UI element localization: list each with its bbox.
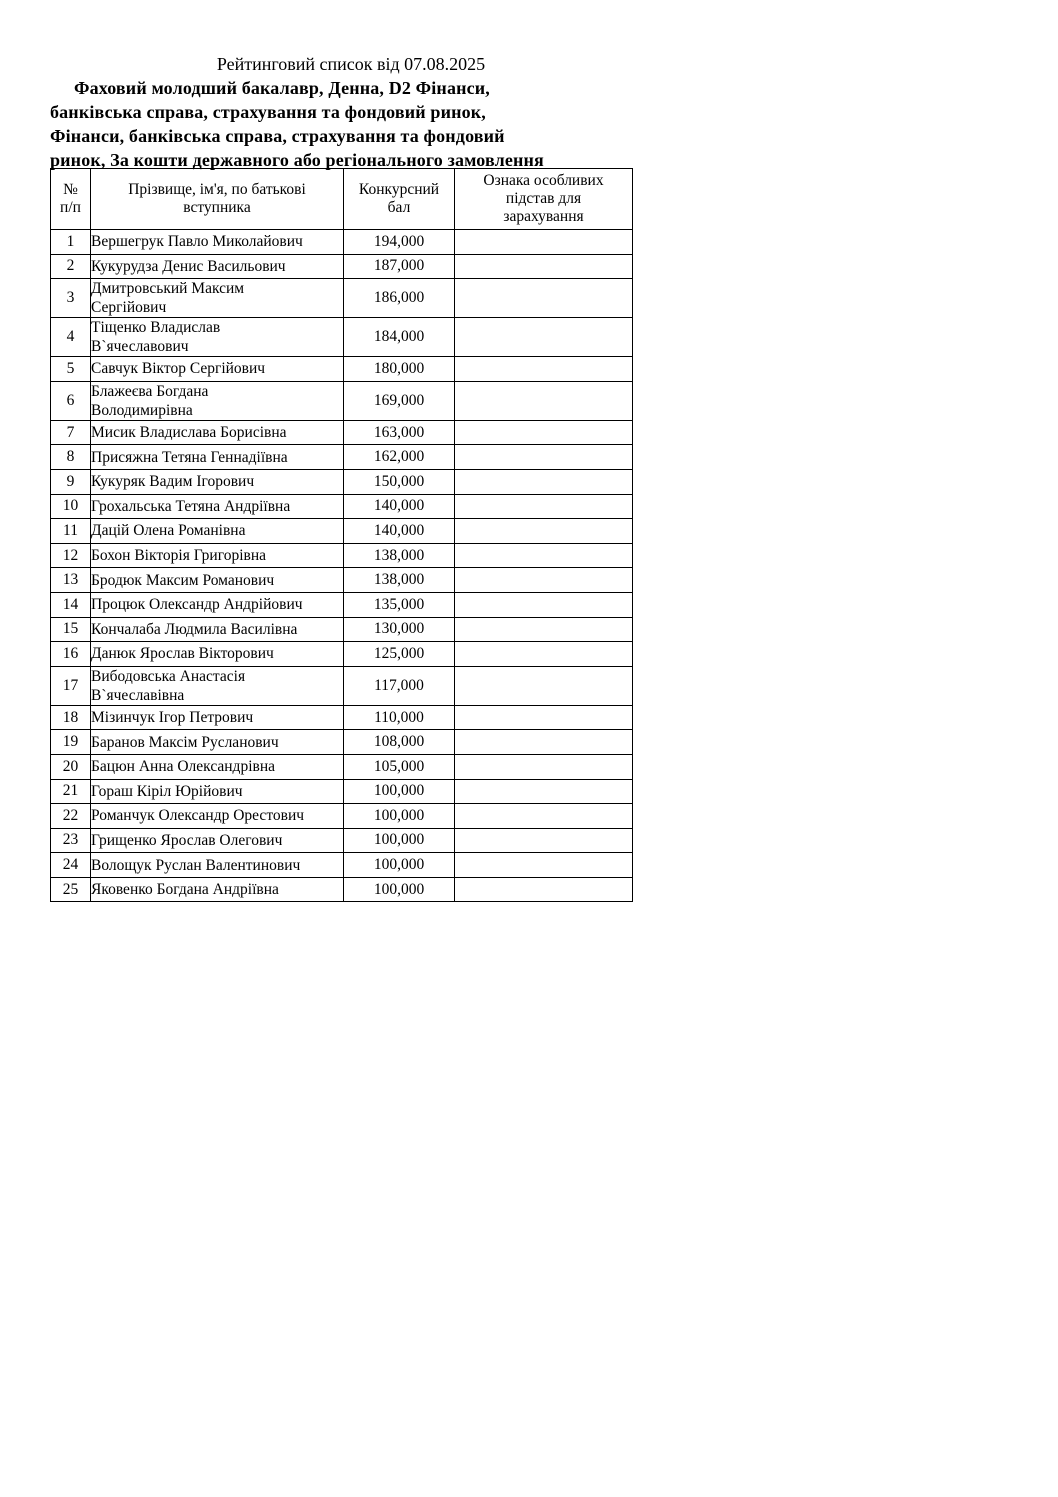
special-grounds-cell	[455, 420, 633, 445]
applicant-name-cell: Грищенко Ярослав Олегович	[91, 828, 344, 853]
table-row	[51, 279, 633, 318]
score-cell: 187,000	[344, 254, 455, 279]
applicant-name-cell: Кончалаба Людмила Василівна	[91, 617, 344, 642]
applicant-name-cell: Тіщенко Владислав В`ячеславович	[91, 318, 344, 357]
score-cell: 110,000	[344, 705, 455, 730]
score-cell: 130,000	[344, 617, 455, 642]
row-number-cell: 21	[51, 779, 91, 804]
row-number-cell: 5	[51, 357, 91, 382]
special-grounds-cell	[455, 543, 633, 568]
applicant-name-cell: Бохон Вікторія Григорівна	[91, 543, 344, 568]
score-cell: 135,000	[344, 592, 455, 617]
score-cell: 100,000	[344, 877, 455, 902]
applicant-name-cell: Дмитровський Максим Сергійович	[91, 279, 344, 318]
score-cell: 138,000	[344, 568, 455, 593]
applicant-name-cell: Вершегрук Павло Миколайович	[91, 230, 344, 255]
special-grounds-cell	[455, 230, 633, 255]
table-row	[51, 779, 633, 804]
table-row	[51, 445, 633, 470]
header-number: № п/п	[51, 169, 91, 230]
subtitle-line: Фінанси, банківська справа, страхування та фондовий	[50, 126, 505, 146]
subtitle-line: ринок, За кошти державного або регіонального замовлення	[50, 150, 544, 170]
special-grounds-cell	[455, 730, 633, 755]
special-grounds-cell	[455, 666, 633, 705]
row-number-cell: 17	[51, 666, 91, 705]
score-cell: 186,000	[344, 279, 455, 318]
row-number-cell: 23	[51, 828, 91, 853]
special-grounds-cell	[455, 445, 633, 470]
row-number-cell: 24	[51, 853, 91, 878]
score-cell: 125,000	[344, 642, 455, 667]
row-number-cell: 12	[51, 543, 91, 568]
score-cell: 100,000	[344, 804, 455, 829]
special-grounds-cell	[455, 617, 633, 642]
score-cell: 100,000	[344, 828, 455, 853]
row-number-cell: 1	[51, 230, 91, 255]
applicant-name-cell: Мізинчук Ігор Петрович	[91, 705, 344, 730]
row-number-cell: 18	[51, 705, 91, 730]
rating-table	[50, 168, 633, 902]
table-row	[51, 381, 633, 420]
applicant-name-cell: Баранов Максім Русланович	[91, 730, 344, 755]
special-grounds-cell	[455, 318, 633, 357]
applicant-name-cell: Процюк Олександр Андрійович	[91, 592, 344, 617]
special-grounds-cell	[455, 469, 633, 494]
header-score: Конкурсний бал	[344, 169, 455, 230]
table-row	[51, 357, 633, 382]
row-number-cell: 2	[51, 254, 91, 279]
applicant-name-cell: Блажеєва Богдана Володимирівна	[91, 381, 344, 420]
row-number-cell: 9	[51, 469, 91, 494]
header-name: Прізвище, ім'я, по батькові вступника	[91, 169, 344, 230]
applicant-name-cell: Кукуряк Вадим Ігорович	[91, 469, 344, 494]
table-row	[51, 853, 633, 878]
table-row	[51, 730, 633, 755]
applicant-name-cell: Бацюн Анна Олександрівна	[91, 754, 344, 779]
applicant-name-cell: Кукурудза Денис Васильович	[91, 254, 344, 279]
score-cell: 100,000	[344, 779, 455, 804]
score-cell: 140,000	[344, 519, 455, 544]
row-number-cell: 20	[51, 754, 91, 779]
applicant-name-cell: Вибодовська Анастасія В`ячеславівна	[91, 666, 344, 705]
special-grounds-cell	[455, 705, 633, 730]
table-row	[51, 642, 633, 667]
applicant-name-cell: Мисик Владислава Борисівна	[91, 420, 344, 445]
special-grounds-cell	[455, 877, 633, 902]
score-cell: 105,000	[344, 754, 455, 779]
table-row	[51, 568, 633, 593]
applicant-name-cell: Бродюк Максим Романович	[91, 568, 344, 593]
applicant-name-cell: Романчук Олександр Орестович	[91, 804, 344, 829]
score-cell: 140,000	[344, 494, 455, 519]
row-number-cell: 3	[51, 279, 91, 318]
row-number-cell: 25	[51, 877, 91, 902]
special-grounds-cell	[455, 804, 633, 829]
table-row	[51, 804, 633, 829]
table-row	[51, 877, 633, 902]
score-cell: 150,000	[344, 469, 455, 494]
applicant-name-cell: Савчук Віктор Сергійович	[91, 357, 344, 382]
table-row	[51, 494, 633, 519]
row-number-cell: 19	[51, 730, 91, 755]
score-cell: 194,000	[344, 230, 455, 255]
score-cell: 117,000	[344, 666, 455, 705]
special-grounds-cell	[455, 254, 633, 279]
row-number-cell: 8	[51, 445, 91, 470]
applicant-name-cell: Данюк Ярослав Вікторович	[91, 642, 344, 667]
table-row	[51, 469, 633, 494]
score-cell: 162,000	[344, 445, 455, 470]
special-grounds-cell	[455, 592, 633, 617]
row-number-cell: 22	[51, 804, 91, 829]
table-row	[51, 543, 633, 568]
applicant-name-cell: Дацій Олена Романівна	[91, 519, 344, 544]
applicant-name-cell: Гораш Кіріл Юрійович	[91, 779, 344, 804]
special-grounds-cell	[455, 381, 633, 420]
row-number-cell: 14	[51, 592, 91, 617]
special-grounds-cell	[455, 853, 633, 878]
table-row	[51, 617, 633, 642]
row-number-cell: 4	[51, 318, 91, 357]
special-grounds-cell	[455, 357, 633, 382]
row-number-cell: 15	[51, 617, 91, 642]
row-number-cell: 10	[51, 494, 91, 519]
document-subtitle	[50, 76, 640, 172]
table-row	[51, 754, 633, 779]
table-row	[51, 420, 633, 445]
table-row	[51, 592, 633, 617]
subtitle-line: Фаховий молодший бакалавр, Денна, D2 Фінанси,	[74, 78, 490, 98]
table-header-row	[51, 169, 633, 230]
special-grounds-cell	[455, 754, 633, 779]
row-number-cell: 6	[51, 381, 91, 420]
applicant-name-cell: Волощук Руслан Валентинович	[91, 853, 344, 878]
row-number-cell: 13	[51, 568, 91, 593]
applicant-name-cell: Яковенко Богдана Андріївна	[91, 877, 344, 902]
applicant-name-cell: Грохальська Тетяна Андріївна	[91, 494, 344, 519]
document-title: Рейтинговий список від 07.08.2025	[216, 54, 486, 74]
header-flag: Ознака особливих підстав для зарахування	[455, 169, 633, 230]
special-grounds-cell	[455, 494, 633, 519]
score-cell: 138,000	[344, 543, 455, 568]
applicant-name-cell: Присяжна Тетяна Геннадіївна	[91, 445, 344, 470]
special-grounds-cell	[455, 279, 633, 318]
special-grounds-cell	[455, 828, 633, 853]
score-cell: 180,000	[344, 357, 455, 382]
row-number-cell: 11	[51, 519, 91, 544]
table-row	[51, 254, 633, 279]
score-cell: 100,000	[344, 853, 455, 878]
table-body	[51, 230, 633, 902]
table-row	[51, 318, 633, 357]
special-grounds-cell	[455, 779, 633, 804]
row-number-cell: 7	[51, 420, 91, 445]
score-cell: 108,000	[344, 730, 455, 755]
table-row	[51, 705, 633, 730]
score-cell: 163,000	[344, 420, 455, 445]
table-row	[51, 828, 633, 853]
special-grounds-cell	[455, 568, 633, 593]
special-grounds-cell	[455, 642, 633, 667]
subtitle-line: банківська справа, страхування та фондовий ринок,	[50, 102, 486, 122]
table-row	[51, 519, 633, 544]
table-row	[51, 230, 633, 255]
score-cell: 184,000	[344, 318, 455, 357]
row-number-cell: 16	[51, 642, 91, 667]
special-grounds-cell	[455, 519, 633, 544]
table-row	[51, 666, 633, 705]
document-header	[50, 52, 640, 172]
score-cell: 169,000	[344, 381, 455, 420]
